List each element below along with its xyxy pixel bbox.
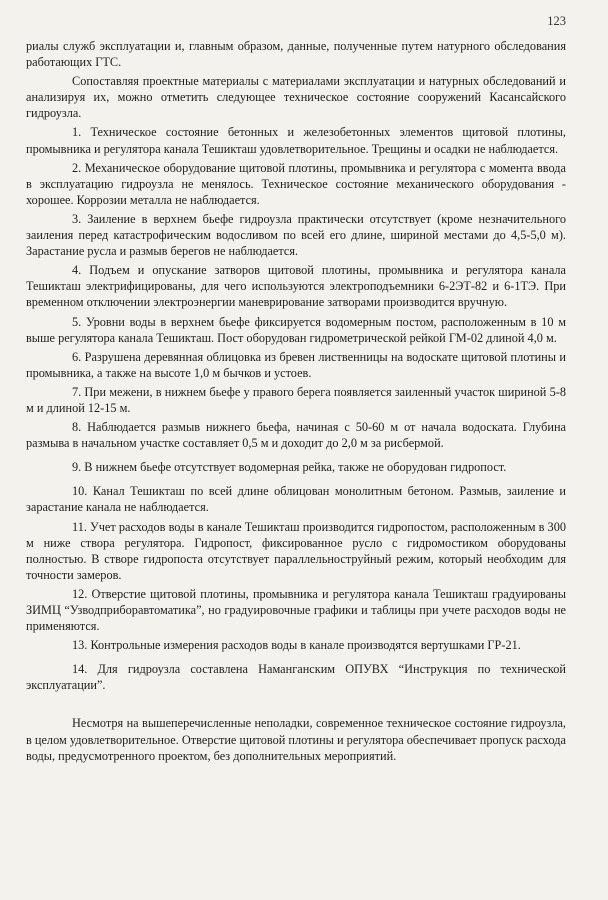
paragraph-item-12: 12. Отверстие щитовой плотины, промывника и регулятора канала Тешикташ градуированы ЗИМЦ “Узводприборавтоматика”, но градуировочные графики и таблицы при учете расходов воды не применяются. [26, 586, 566, 634]
paragraph-item-14: 14. Для гидроузла составлена Наманганским ОПУВХ “Инструкция по технической эксплуатации”. [26, 662, 566, 693]
paragraph-item-13: 13. Контрольные измерения расходов воды в канале производятся вертушками ГР-21. [72, 638, 521, 653]
paragraph-item-9: 9. В нижнем бьефе отсутствует водомерная рейка, также не оборудован гидропост. [72, 460, 507, 475]
paragraph-item-8: 8. Наблюдается размыв нижнего бьефа, начиная с 50-60 м от начала водоската. Глубина размыва в начальном участке составляет 0,5 м и доходит до 2,0 м за рисбермой. [26, 420, 566, 451]
paragraph-intro: Сопоставляя проектные материалы с материалами эксплуатации и натурных обследований и анализируя их, можно отметить следующее техническое состояние сооружений Касансайского гидроузла. [26, 74, 566, 121]
paragraph-item-11: 11. Учет расходов воды в канале Тешикташ производится гидропостом, расположенным в 300 м ниже створа регулятора. Гидропост, фиксированное русло с гидромостиком оборудованы полностью. В створе гидропоста отсутствует параллельноструйный режим, который необходим для точности замеров. [26, 519, 566, 582]
body-text [26, 38, 566, 767]
paragraph-item-6: 6. Разрушена деревянная облицовка из бревен лиственницы на водоскате щитовой плотины и промывника, а также на высоте 1,0 м бычков и устоев. [26, 349, 566, 380]
paragraph-continuation: риалы служб эксплуатации и, главным образом, данные, полученные путем натурного обследования работающих ГТС. [26, 39, 566, 70]
paragraph-item-10: 10. Канал Тешикташ по всей длине облицован монолитным бетоном. Размыв, заиление и зарастание канала не наблюдается. [26, 484, 566, 515]
paragraph-item-5: 5. Уровни воды в верхнем бьефе фиксируется водомерным постом, расположенным в 10 м выше регулятора канала Тешикташ. Пост оборудован гидрометрической рейкой ГМ-02 длиной 4,0 м. [26, 314, 566, 345]
page-number: 123 [547, 14, 566, 28]
paragraph-item-7: 7. При межени, в нижнем бьефе у правого берега появляется заиленный участок шириной 5-8 м и длиной 12-15 м. [26, 384, 566, 415]
paragraph-item-4: 4. Подъем и опускание затворов щитовой плотины, промывника и регулятора канала Тешикташ электрифицированы, для чего используются электроподъемники 6-2ЭТ-82 и 6-1ТЭ. При временном отключении электроэнергии маневрирование затворами производится вручную. [26, 263, 566, 310]
paragraph-item-3: 3. Заиление в верхнем бьефе гидроузла практически отсутствует (кроме незначительного заиления перед катастрофическим водосливом по всей его длине, шириной местами до 4,5-5,0 м). Зарастание русла и размыв берегов не наблюдается. [26, 211, 566, 259]
paragraph-item-1: 1. Техническое состояние бетонных и железобетонных элементов щитовой плотины, промывника и регулятора канала Тешикташ удовлетворительное. Трещины и осадки не наблюдается. [26, 125, 566, 156]
paragraph-conclusion: Несмотря на вышеперечисленные неполадки, современное техническое состояние гидроузла, в целом удовлетворительное. Отверстие щитовой плотины и регулятора обеспечивает пропуск расхода воды, предусмотренного проектом, без дополнительных мероприятий. [26, 716, 566, 763]
paragraph-item-2: 2. Механическое оборудование щитовой плотины, промывника и регулятора с момента ввода в эксплуатацию гидроузла не менялось. Техническое состояние механического оборудования - хорошее. Коррозии металла не наблюдается. [26, 160, 566, 207]
